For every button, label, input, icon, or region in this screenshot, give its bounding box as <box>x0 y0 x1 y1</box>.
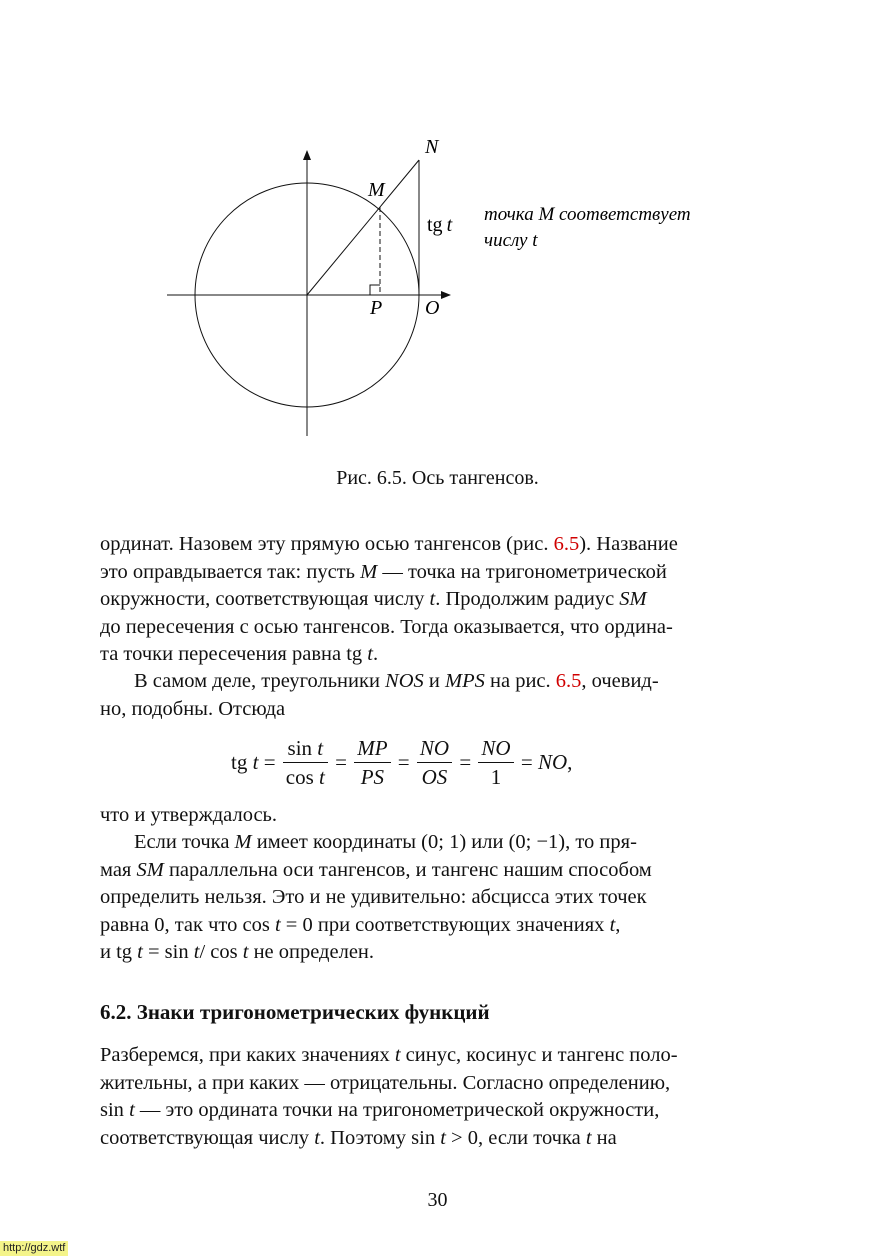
fraction-NO-1: $\frac{NO}{1}$ <box>478 736 513 789</box>
text-line: ординат. Назовем эту прямую осью тангенсов (рис. 6.5). Название <box>100 533 678 555</box>
label-tg-t: tg t <box>427 214 453 236</box>
paragraph-1 <box>100 531 778 669</box>
label-N: N <box>425 136 439 158</box>
text-line: sin t — это ордината точки на тригонометрической окружности, <box>100 1099 660 1121</box>
text-line: окружности, соответствующая числу t. Продолжим радиус SM <box>100 588 647 610</box>
label-M: M <box>368 179 385 201</box>
text-line: равна 0, так что cos t = 0 при соответствующих значениях t, <box>100 913 621 936</box>
figure-reference-link[interactable]: 6.5 <box>555 670 582 692</box>
fraction-NO-OS: $\frac{NO}{OS}$ <box>417 736 452 789</box>
text-line: и tg t = sin t/ cos t не определен. <box>100 941 375 963</box>
tangent-axis-figure <box>0 0 875 460</box>
watermark-link[interactable]: http://gdz.wtf <box>0 1241 68 1256</box>
paragraph-3 <box>100 802 778 830</box>
text-line: та точки пересечения равна tg t. <box>100 643 379 665</box>
right-angle-mark <box>370 285 380 295</box>
fraction-MP-PS: $\frac{MP}{PS}$ <box>354 736 390 789</box>
text-line: Разберемся, при каких значениях t синус, косинус и тангенс поло- <box>100 1044 678 1066</box>
display-equation: tg t = $\frac{\text{sin t}}{\text{cos t}}$ = $\frac{MP}{PS}$ = $\frac{NO}{OS}$ = $\frac{NO}{1}$ = NO, <box>231 736 573 789</box>
radius-line-SN <box>307 160 419 295</box>
text-line: что и утверждалось. <box>100 804 278 826</box>
text-line: жительны, а при каких — отрицательны. Согласно определению, <box>100 1071 671 1094</box>
page-number: 30 <box>427 1189 448 1211</box>
section-heading: 6.2. Знаки тригонометрических функций <box>100 1000 490 1024</box>
paragraph-2 <box>100 668 778 723</box>
figure-annotation-line2: числу t <box>484 230 538 251</box>
text-line: это оправдывается так: пусть M — точка на тригонометрической <box>100 560 667 583</box>
figure-reference-link[interactable]: 6.5 <box>553 533 580 555</box>
text-line: мая SM параллельна оси тангенсов, и тангенс нашим способом <box>100 858 652 881</box>
text-line: Если точка M имеет координаты (0; 1) или (0; −1), то пря- <box>134 831 637 853</box>
paragraph-5 <box>100 1042 778 1152</box>
figure-annotation-line1: точка M соответствует <box>484 204 691 225</box>
figure-caption: Рис. 6.5. Ось тангенсов. <box>336 467 539 489</box>
text-line: до пересечения с осью тангенсов. Тогда оказывается, что ордина- <box>100 615 673 638</box>
label-O: O <box>425 297 440 319</box>
text-line: соответствующая числу t. Поэтому sin t > 0, если точка t на <box>100 1126 617 1149</box>
text-line: определить нельзя. Это и не удивительно: абсцисса этих точек <box>100 886 647 908</box>
paragraph-4 <box>100 829 778 967</box>
text-line: В самом деле, треугольники NOS и MPS на рис. 6.5, очевид- <box>134 670 659 692</box>
text-line: но, подобны. Отсюда <box>100 697 286 720</box>
label-P: P <box>370 297 383 319</box>
fraction-sin-cos: $\frac{\text{sin t}}{\text{cos t}}$ <box>283 736 328 789</box>
